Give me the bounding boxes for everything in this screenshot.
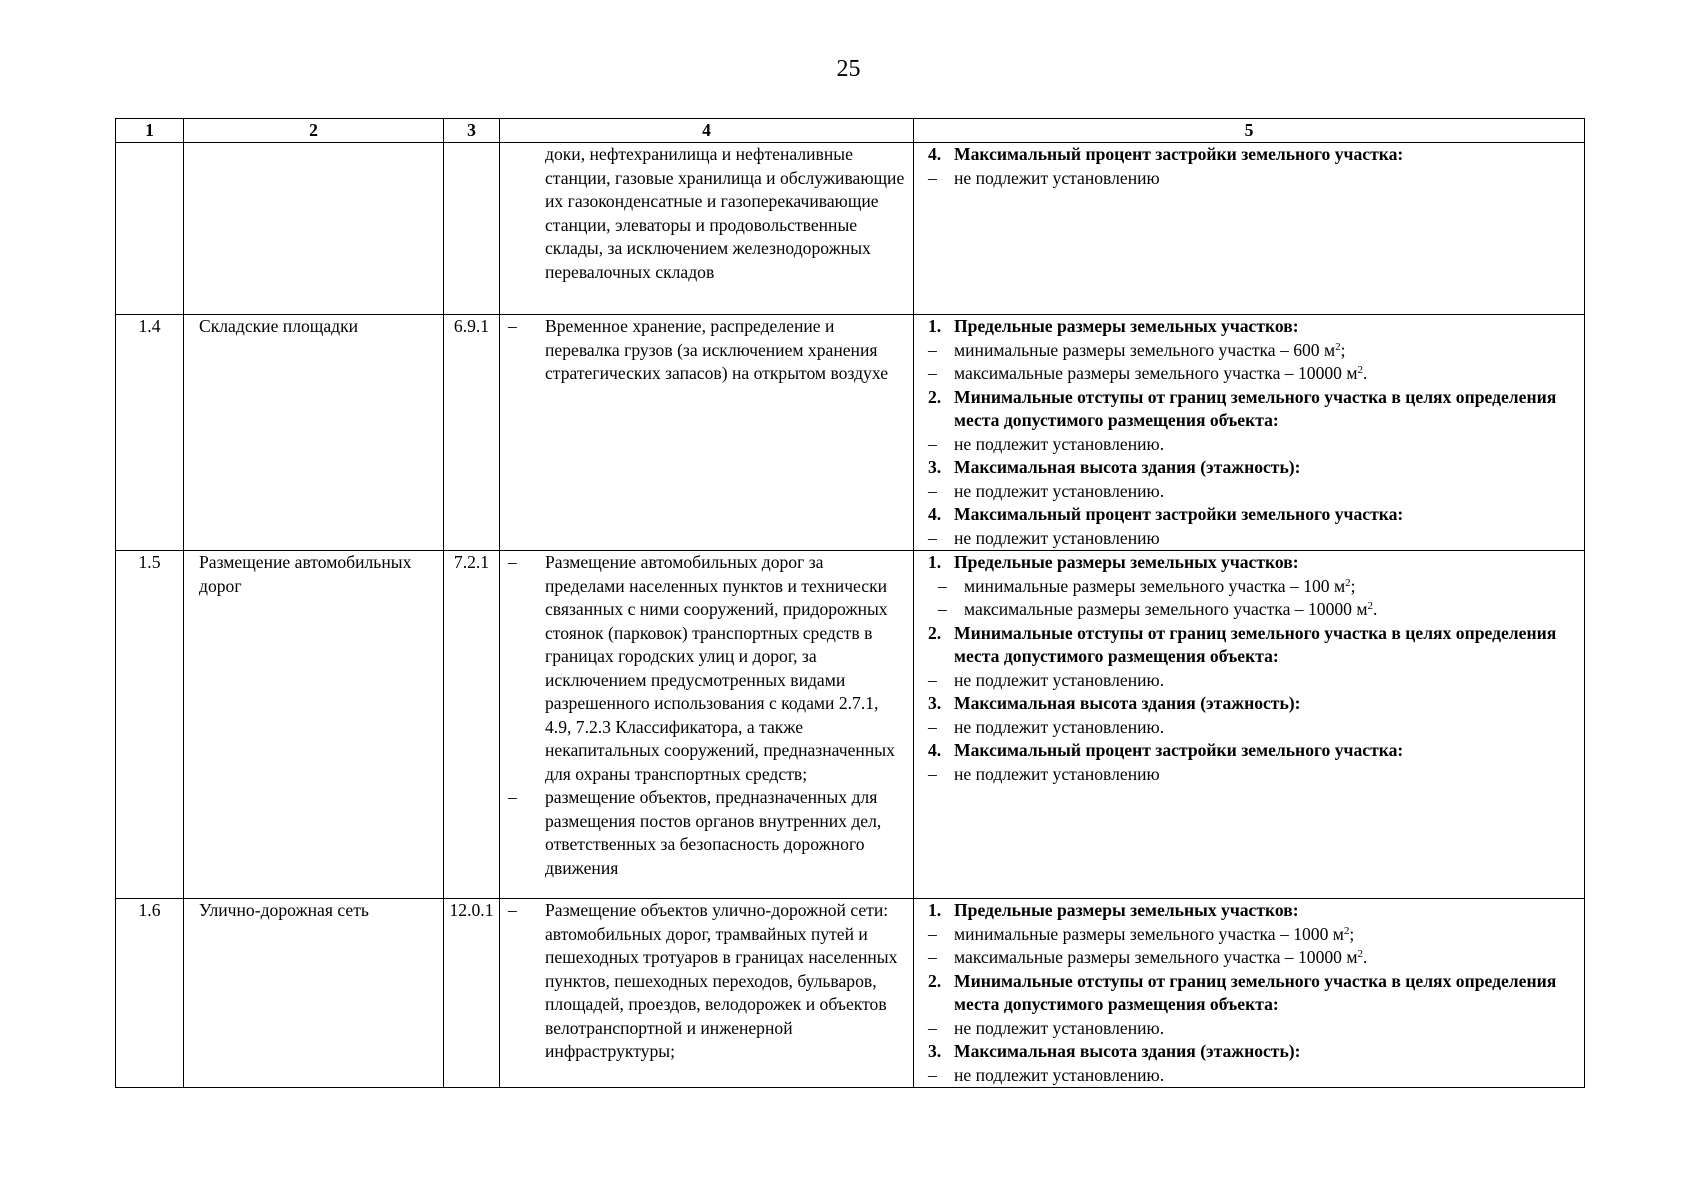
parameter-value [922,669,1578,693]
parameter-value [922,923,1578,947]
parameter-text: минимальные размеры земельного участка – 100 $м^2$; [964,575,1356,596]
list-marker: – [928,1017,937,1038]
use-name-cell: Размещение автомобильных дорог [184,551,444,899]
list-marker: 1. [928,900,942,920]
parameter-text: максимальные размеры земельного участка – 10000 $м^2$. [964,599,1378,619]
column-header: 2 [184,119,444,143]
parameter-value [922,480,1578,504]
parameter-value [922,1064,1578,1088]
parameter-value [922,527,1578,551]
parameter-heading [922,692,1578,716]
table-row [116,315,1585,551]
list-marker: 3. [928,1041,942,1061]
list-marker: – [928,1064,937,1085]
description-text: Размещение автомобильных дорог за пределами населенных пунктов и технически связанных с ними сооружений, придорожных стоянок (парковок) транспортных средств в границах городских улиц и дорог, за исключением предусмотренных видами разрешенного использования с кодами 2.7.1, 4.9, 7.2.3 Классификатора, а также некапитальных сооружений, предназначенных для охраны транспортных средств; [545,552,895,784]
use-name-cell: Складские площадки [184,315,444,551]
parameters-cell [914,551,1585,899]
parameter-heading [922,143,1578,167]
list-marker: – [928,527,937,548]
description-cell [500,899,914,1088]
parameter-text: Максимальная высота здания (этажность): [954,693,1301,713]
description-cell [500,143,914,315]
list-marker: – [938,599,947,619]
row-number-cell: 1.5 [116,551,184,899]
parameter-value [922,339,1578,363]
description-text: доки, нефтехранилища и нефтеналивные станции, газовые хранилища и обслуживающие их газоконденсатные и газоперекачивающие станции, элеваторы и продовольственные склады, за исключением железнодорожных перевалочных складов [545,144,905,282]
use-name-cell: Улично-дорожная сеть [184,899,444,1088]
use-code-cell [444,143,500,315]
parameter-text: Предельные размеры земельных участков: [954,552,1299,572]
description-item [500,315,907,386]
list-marker: 4. [928,740,942,760]
description-text: размещение объектов, предназначенных для размещения постов органов внутренних дел, ответственных за безопасность дорожного движения [545,787,882,878]
parameter-text: Минимальные отступы от границ земельного участка в целях определения места допустимого размещения объекта: [954,970,1557,1014]
description-text: Временное хранение, распределение и перевалка грузов (за исключением хранения стратегических запасов) на открытом воздухе [545,316,889,383]
list-marker: – [508,900,517,920]
header-row [116,119,1585,143]
parameter-text: не подлежит установлению. [954,1017,1165,1038]
list-marker: 2. [928,386,942,407]
parameter-value [922,1017,1578,1041]
use-code-cell: 6.9.1 [444,315,500,551]
description-text: Размещение объектов улично-дорожной сети: автомобильных дорог, трамвайных путей и пешеходных тротуаров в границах населенных пунктов, пешеходных переходов, бульваров, площадей, проездов, велодорожек и объектов велотранспортной и инженерной инфраструктуры; [545,900,898,1061]
list-marker: 3. [928,693,942,713]
parameter-heading [922,503,1578,527]
parameter-heading [922,551,1578,575]
parameter-value [922,763,1578,787]
parameter-text: максимальные размеры земельного участка – 10000 $м^2$. [954,947,1368,967]
list-marker: – [928,339,937,360]
description-cell [500,315,914,551]
column-header: 4 [500,119,914,143]
list-marker: – [508,316,517,336]
table-row [116,551,1585,899]
list-marker: – [928,433,937,454]
land-use-table [115,118,1585,1088]
page-number: 25 [836,56,861,82]
parameter-text: не подлежит установлению. [954,669,1165,690]
parameter-text: не подлежит установлению. [954,716,1165,737]
row-number-cell: 1.4 [116,315,184,551]
parameter-heading [922,386,1578,433]
parameter-text: Максимальная высота здания (этажность): [954,457,1301,477]
parameter-text: не подлежит установлению. [954,480,1165,501]
list-marker: – [508,552,517,572]
list-marker: – [508,787,517,807]
parameters-cell [914,899,1585,1088]
parameter-value [922,575,1578,599]
list-marker: – [928,167,937,188]
list-marker: 4. [928,504,942,524]
parameter-text: минимальные размеры земельного участка – 1000 $м^2$; [954,923,1355,944]
parameter-value [922,362,1578,386]
parameter-value [922,598,1578,622]
list-marker: 4. [928,144,942,164]
column-header: 5 [914,119,1585,143]
list-marker: – [928,716,937,737]
parameters-cell [914,143,1585,315]
list-marker: 1. [928,316,942,336]
parameter-value [922,433,1578,457]
table-row [116,899,1585,1088]
parameter-text: не подлежит установлению. [954,433,1165,454]
list-marker: – [928,669,937,690]
parameter-text: максимальные размеры земельного участка – 10000 $м^2$. [954,363,1368,383]
list-marker: – [928,480,937,501]
parameter-text: Предельные размеры земельных участков: [954,900,1299,920]
row-number-cell: 1.6 [116,899,184,1088]
row-number-cell [116,143,184,315]
parameter-text: Максимальный процент застройки земельного участка: [954,144,1404,164]
list-marker: – [928,923,937,944]
column-header: 1 [116,119,184,143]
parameter-heading [922,970,1578,1017]
parameter-heading [922,899,1578,923]
parameter-text: Предельные размеры земельных участков: [954,316,1299,336]
list-marker: 2. [928,970,942,991]
list-marker: – [928,763,937,784]
parameter-text: Минимальные отступы от границ земельного участка в целях определения места допустимого размещения объекта: [954,386,1557,430]
description-item [500,551,907,786]
parameter-text: Максимальный процент застройки земельного участка: [954,740,1404,760]
parameter-text: не подлежит установлению [954,527,1160,548]
parameter-heading [922,456,1578,480]
parameter-value [922,167,1578,191]
list-marker: – [928,947,937,967]
list-marker: 1. [928,552,942,572]
use-code-cell: 7.2.1 [444,551,500,899]
list-marker: 2. [928,622,942,643]
list-marker: 3. [928,457,942,477]
parameter-text: Максимальный процент застройки земельного участка: [954,504,1404,524]
list-marker: – [928,363,937,383]
description-cell [500,551,914,899]
parameter-heading [922,622,1578,669]
parameter-heading [922,739,1578,763]
use-name-cell [184,143,444,315]
description-item [500,899,907,1064]
parameter-heading [922,1040,1578,1064]
use-code-cell: 12.0.1 [444,899,500,1088]
parameter-value [922,946,1578,970]
parameter-text: минимальные размеры земельного участка – 600 $м^2$; [954,339,1346,360]
parameter-heading [922,315,1578,339]
parameter-value [922,716,1578,740]
parameter-text: Максимальная высота здания (этажность): [954,1041,1301,1061]
parameter-text: не подлежит установлению [954,167,1160,188]
description-item [500,786,907,880]
parameter-text: не подлежит установлению. [954,1064,1165,1085]
table-row [116,143,1585,315]
list-marker: – [938,575,947,596]
parameter-text: Минимальные отступы от границ земельного участка в целях определения места допустимого размещения объекта: [954,622,1557,666]
parameter-text: не подлежит установлению [954,763,1160,784]
column-header: 3 [444,119,500,143]
parameters-cell [914,315,1585,551]
